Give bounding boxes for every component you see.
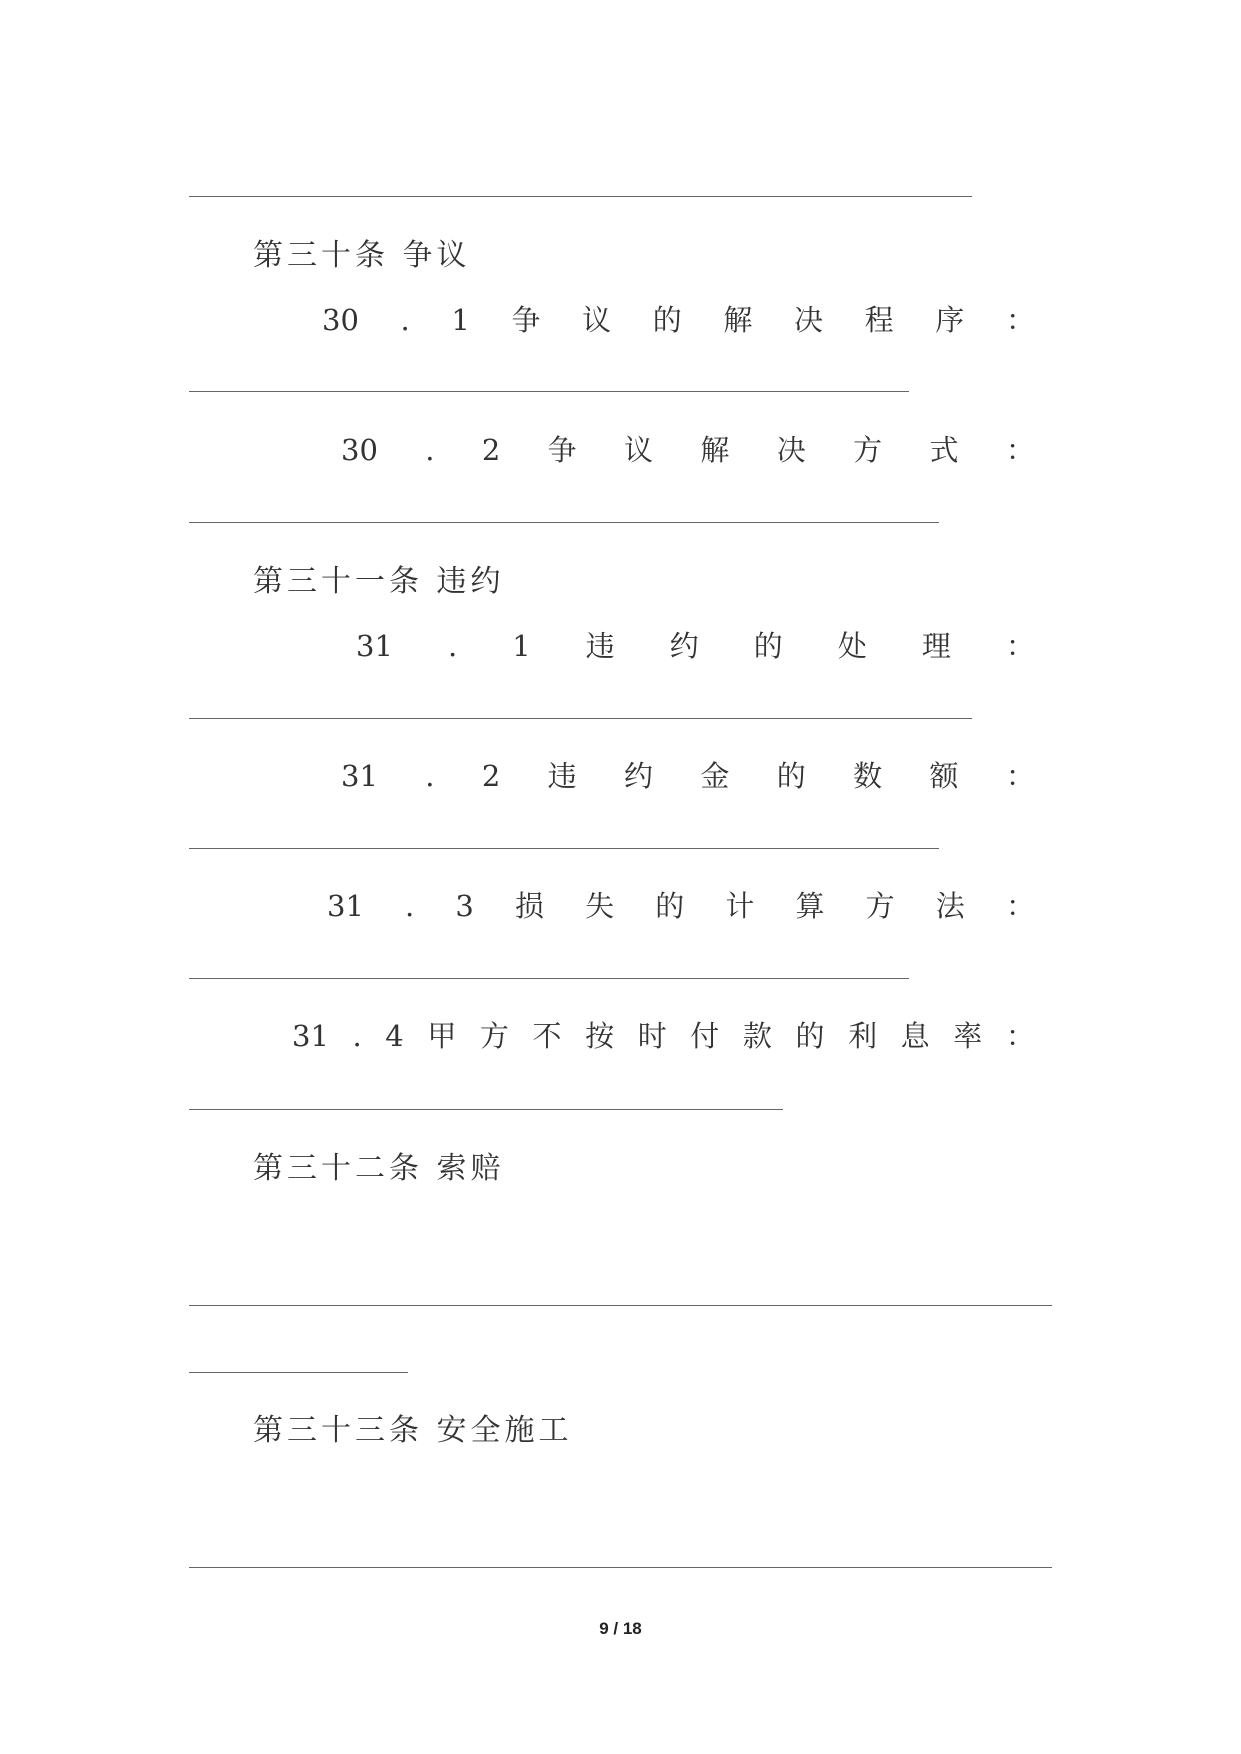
clause-token: 解: [700, 433, 730, 467]
clause-token: .: [447, 629, 458, 663]
clause-token: 3: [455, 889, 474, 923]
clause-token: 息: [900, 1019, 930, 1053]
clause-30-1: [322, 298, 1035, 339]
blank-line: [189, 1372, 408, 1373]
article-heading: 第三十三条 安全施工: [253, 1413, 573, 1448]
clause-token: 失: [585, 889, 615, 923]
clause-token: ：: [1005, 303, 1035, 337]
clause-token: 31: [292, 1019, 329, 1053]
clause-token: 31: [327, 889, 364, 923]
clause-31-3: [327, 884, 1035, 925]
clause-token: 算: [795, 889, 825, 923]
clause-token: 违: [547, 759, 577, 793]
clause-token: 法: [935, 889, 965, 923]
clause-token: 的: [795, 1019, 825, 1053]
clause-token: 序: [935, 303, 965, 337]
clause-token: 额: [929, 759, 959, 793]
article-heading: 第三十一条 违约: [253, 564, 505, 599]
clause-token: 争: [547, 433, 577, 467]
blank-line: [189, 978, 909, 979]
clause-token: 甲: [427, 1019, 457, 1053]
clause-token: 1: [512, 629, 531, 663]
clause-token: 金: [700, 759, 730, 793]
clause-30-2: [341, 428, 1035, 469]
clause-token: 付: [690, 1019, 720, 1053]
clause-token: 1: [451, 303, 470, 337]
clause-token: 程: [864, 303, 894, 337]
clause-token: 损: [514, 889, 544, 923]
clause-token: ：: [1005, 629, 1035, 663]
clause-token: 的: [776, 759, 806, 793]
clause-token: 31: [356, 629, 393, 663]
clause-token: 理: [921, 629, 951, 663]
page-number: 9 / 18: [599, 1619, 642, 1638]
clause-token: 31: [341, 759, 378, 793]
clause-token: 不: [532, 1019, 562, 1053]
blank-line: [189, 718, 972, 719]
clause-31-1: [356, 624, 1035, 665]
clause-token: 的: [652, 303, 682, 337]
clause-token: 计: [725, 889, 755, 923]
clause-token: 决: [776, 433, 806, 467]
blank-line: [189, 1109, 783, 1110]
clause-token: 方: [479, 1019, 509, 1053]
blank-line: [189, 1567, 1052, 1568]
blank-line: [189, 1305, 1052, 1306]
clause-token: .: [405, 889, 415, 923]
clause-token: 款: [742, 1019, 772, 1053]
clause-token: ：: [1005, 759, 1035, 793]
clause-token: .: [425, 433, 435, 467]
article-heading: 第三十二条 索赔: [253, 1151, 505, 1186]
clause-token: 率: [953, 1019, 983, 1053]
clause-token: 利: [848, 1019, 878, 1053]
blank-line: [189, 196, 972, 197]
clause-token: 按: [585, 1019, 615, 1053]
clause-token: 的: [753, 629, 783, 663]
clause-token: 数: [853, 759, 883, 793]
clause-token: 时: [637, 1019, 667, 1053]
clause-token: 议: [582, 303, 612, 337]
clause-31-2: [341, 754, 1035, 795]
clause-token: 处: [837, 629, 867, 663]
blank-line: [189, 522, 939, 523]
clause-token: .: [352, 1019, 362, 1053]
clause-token: 方: [865, 889, 895, 923]
clause-token: 4: [385, 1019, 404, 1053]
clause-token: 约: [624, 759, 654, 793]
clause-token: 争: [511, 303, 541, 337]
clause-token: 约: [669, 629, 699, 663]
article-heading: 第三十条 争议: [253, 238, 471, 273]
blank-line: [189, 391, 909, 392]
clause-token: 议: [624, 433, 654, 467]
clause-token: .: [400, 303, 410, 337]
clause-token: 2: [481, 759, 501, 793]
clause-31-4: [292, 1014, 1035, 1055]
clause-token: ：: [1005, 433, 1035, 467]
clause-token: .: [425, 759, 435, 793]
clause-token: ：: [1005, 889, 1035, 923]
clause-token: 解: [723, 303, 753, 337]
clause-token: 违: [585, 629, 615, 663]
clause-token: 30: [341, 433, 378, 467]
clause-token: ：: [1005, 1019, 1035, 1053]
clause-token: 30: [322, 303, 359, 337]
clause-token: 决: [794, 303, 824, 337]
clause-token: 2: [481, 433, 501, 467]
blank-line: [189, 848, 939, 849]
clause-token: 式: [929, 433, 959, 467]
clause-token: 方: [853, 433, 883, 467]
clause-token: 的: [655, 889, 685, 923]
